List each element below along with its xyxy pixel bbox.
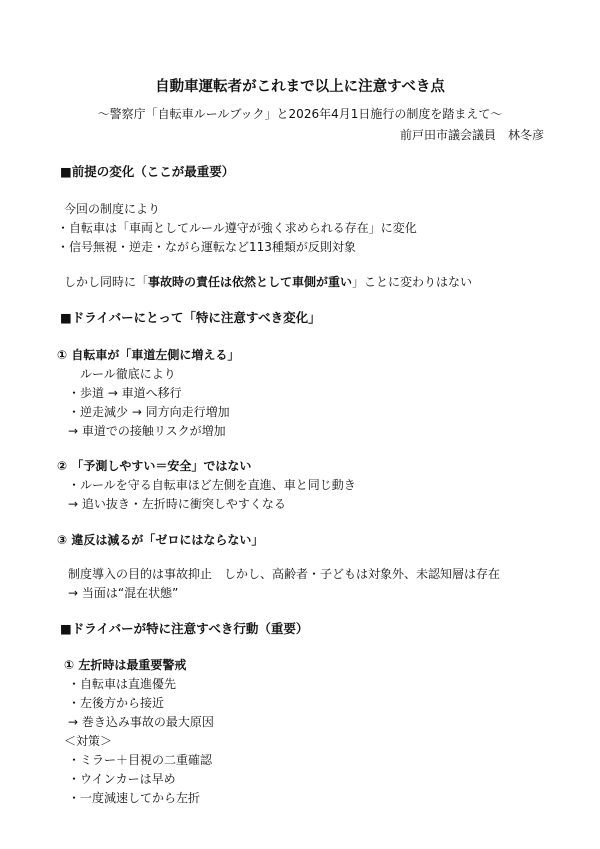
action-item-line: ・一度減速してから左折	[68, 791, 201, 805]
change-item-title: ① 自転車が「車道左側に増える」	[57, 348, 240, 362]
section1-bullet: ・信号無視・逆走・ながら運転など113種類が反則対象	[57, 240, 356, 254]
change-item-line: ・歩道 → 車道へ移行	[68, 386, 182, 400]
section1-note-prefix: しかし同時に「	[64, 275, 149, 289]
change-item-line: ・ルールを守る自転車ほど左側を直進、車と同じ動き	[68, 478, 356, 492]
change-item-line: ルール徹底により	[80, 367, 176, 381]
change-item-line: → 車道での接触リスクが増加	[68, 424, 226, 438]
action-item-line: ・左後方から接近	[68, 696, 165, 710]
section-heading-driver-actions: ■ドライバーが特に注意すべき行動（重要）	[60, 621, 309, 636]
change-item-title: ② 「予測しやすい＝安全」ではない	[57, 459, 252, 473]
change-item-line: ・逆走減少 → 同方向走行増加	[68, 405, 230, 419]
change-item-line: → 当面は“混在状態”	[68, 586, 179, 600]
section-heading-driver-changes: ■ドライバーにとって「特に注意すべき変化」	[60, 310, 321, 325]
action-item-line: ・ウインカーは早め	[68, 772, 176, 786]
document-title: 自動車運転者がこれまで以上に注意すべき点	[155, 79, 445, 95]
document-author: 前戸田市議会議員 林冬彦	[399, 128, 544, 142]
document-subtitle: 〜警察庁「自転車ルールブック」と2026年4月1日施行の制度を踏まえて〜	[97, 107, 503, 121]
change-item-line: → 追い抜き・左折時に衝突しやすくなる	[68, 497, 286, 511]
action-item-line: ・自転車は直進優先	[68, 677, 177, 691]
change-item-line: 制度導入の目的は事故抑止 しかし、高齢者・子どもは対象外、未認知層は存在	[68, 567, 501, 581]
section1-intro: 今回の制度により	[64, 202, 161, 216]
section1-bullet: ・自転車は「車両としてルール遵守が強く求められる存在」に変化	[57, 221, 417, 235]
action-countermeasure-label: ＜対策＞	[64, 734, 113, 748]
change-item-title: ③ 違反は減るが「ゼロにはならない」	[57, 533, 264, 547]
section1-note-emphasis: 事故時の責任は依然として車側が重い	[148, 275, 353, 289]
action-item-title: ① 左折時は最重要警戒	[64, 658, 187, 672]
section1-note-suffix: 」ことに変わりはない	[352, 275, 473, 289]
section-heading-premise: ■前提の変化（ここが最重要）	[60, 164, 235, 179]
action-item-line: → 巻き込み事故の最大原因	[68, 715, 214, 729]
section1-note	[64, 274, 472, 290]
action-item-line: ・ミラー＋目視の二重確認	[68, 753, 213, 767]
